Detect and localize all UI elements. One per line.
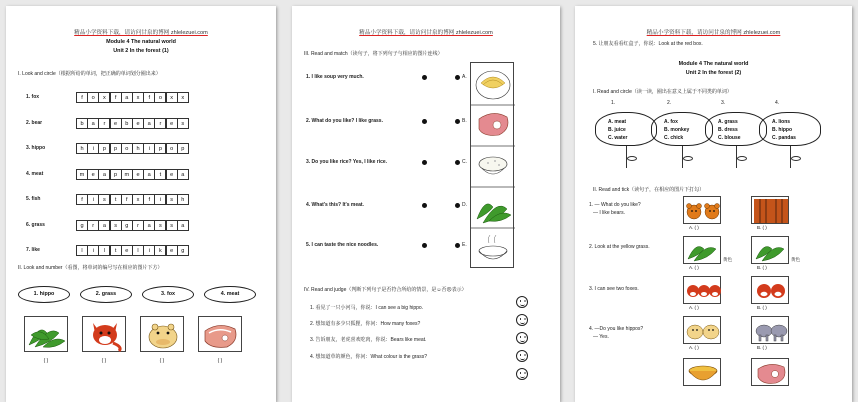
letter-cell[interactable]: a [177, 169, 189, 180]
option-b[interactable]: B. ( ) [757, 345, 767, 350]
option-a[interactable]: A. ( ) [689, 305, 699, 310]
letter-cell[interactable]: t [110, 194, 122, 205]
letter-cell[interactable]: i [87, 194, 99, 205]
letter-cell[interactable]: r [98, 118, 110, 129]
letter-cell[interactable]: a [143, 169, 155, 180]
module-title: Module 4 The natural world [106, 39, 176, 45]
unit-title: Unit 2 In the forest (1) [113, 48, 169, 54]
match-dot[interactable] [422, 119, 427, 124]
match-dot[interactable] [455, 203, 460, 208]
item-number: 3. [721, 100, 726, 106]
word-label: 6. grass [26, 221, 45, 228]
word-choice[interactable]: A. grass [718, 119, 738, 125]
word-oval: 4. meat [204, 286, 256, 303]
bear-picture-a [683, 196, 721, 224]
letter-cell[interactable]: a [143, 220, 155, 231]
question-line: — Yes. [593, 334, 609, 340]
letter-cell[interactable]: a [177, 220, 189, 231]
letter-cell[interactable]: f [76, 92, 88, 103]
word-label: 7. like [26, 247, 40, 253]
match-sentence: 3. Do you like rice? Yes, I like rice. [306, 159, 388, 165]
letter-row [76, 245, 188, 256]
section-heading: II. Look and number（看图，将单词的编号写在相应的图片下方） [18, 265, 163, 271]
letter-cell[interactable]: o [87, 92, 99, 103]
letter-cell[interactable]: m [121, 169, 133, 180]
word-choice[interactable]: B. dress [718, 127, 738, 133]
module-title: Module 4 The natural world [678, 61, 749, 67]
match-dot[interactable] [422, 75, 427, 80]
word-oval: 3. fox [142, 286, 194, 303]
letter-cell[interactable]: e [166, 245, 178, 256]
word-oval: 2. grass [80, 286, 132, 303]
letter-row [76, 143, 188, 154]
letter-cell[interactable]: p [177, 143, 189, 154]
letter-cell[interactable]: o [154, 92, 166, 103]
letter-cell[interactable]: i [143, 245, 155, 256]
word-oval: 1. hippo [18, 286, 70, 303]
letter-cell[interactable]: l [76, 245, 88, 256]
smiley-icon[interactable] [516, 350, 528, 362]
option-a[interactable]: A. ( ) [689, 225, 699, 230]
letter-cell[interactable]: f [143, 194, 155, 205]
word-choice[interactable]: C. blouse [718, 135, 741, 141]
letter-cell[interactable]: e [166, 118, 178, 129]
match-dot[interactable] [455, 75, 460, 80]
page-header: 精品小学资料下载，请访问甘泉的博网 zhlelezuei.com [646, 30, 781, 36]
grass-picture [24, 316, 68, 352]
letter-cell[interactable]: x [166, 92, 178, 103]
letter-cell[interactable]: p [110, 169, 122, 180]
match-dot[interactable] [422, 243, 427, 248]
letter-cell[interactable]: p [98, 143, 110, 154]
letter-cell[interactable]: e [166, 169, 178, 180]
letter-cell[interactable]: s [110, 220, 122, 231]
smiley-icon[interactable] [516, 368, 528, 380]
letter-cell[interactable]: a [143, 118, 155, 129]
letter-cell[interactable]: p [110, 143, 122, 154]
letter-cell[interactable]: i [87, 143, 99, 154]
letter-cell[interactable]: r [132, 220, 144, 231]
option-label: C. [462, 159, 467, 165]
letter-cell[interactable]: x [98, 92, 110, 103]
unit-title: Unit 2 In the forest (2) [685, 70, 742, 76]
word-choice[interactable]: A. lions [772, 119, 791, 125]
option-label: E. [462, 242, 467, 248]
judge-item: 2. 想知道有多少只狐狸，你问：How many foxes? [310, 321, 421, 327]
rice-image [479, 157, 507, 174]
fox-picture [82, 316, 126, 352]
section-heading: III. Read and match（读句子，将下列句子与相应的图片连线） [304, 51, 443, 57]
letter-cell[interactable]: b [121, 118, 133, 129]
letter-cell[interactable]: e [132, 169, 144, 180]
section-heading: I. Read and circle（读一读，圈出在意义上属于不同类的单词） [593, 89, 732, 95]
question-line: 1. — What do you like? [589, 202, 641, 208]
smiley-icon[interactable] [516, 332, 528, 344]
letter-cell[interactable]: f [143, 92, 155, 103]
letter-cell[interactable]: s [177, 118, 189, 129]
letter-row [76, 220, 188, 231]
letter-cell[interactable]: s [166, 194, 178, 205]
flower-leaf [737, 156, 747, 161]
word-choice[interactable]: C. water [608, 135, 628, 141]
letter-cell[interactable]: x [177, 92, 189, 103]
answer-blank[interactable]: ( ) [159, 358, 165, 364]
picture-column [470, 62, 514, 268]
letter-cell[interactable]: h [132, 143, 144, 154]
noodles-image [476, 71, 510, 99]
worksheet-page-1 [6, 6, 276, 402]
bear-picture-b [751, 196, 789, 224]
letter-cell[interactable]: t [154, 169, 166, 180]
item-number: 4. [775, 100, 780, 106]
letter-cell[interactable]: s [154, 220, 166, 231]
option-b[interactable]: B. ( ) [757, 305, 767, 310]
letter-cell[interactable]: i [143, 143, 155, 154]
letter-cell[interactable]: p [154, 143, 166, 154]
soup-image [479, 235, 507, 259]
letter-cell[interactable]: l [98, 245, 110, 256]
answer-blank[interactable]: ( ) [217, 358, 223, 364]
match-dot[interactable] [422, 160, 427, 165]
letter-cell[interactable]: r [154, 118, 166, 129]
word-choice[interactable]: C. pandas [772, 135, 796, 141]
section-heading: IV. Read and judge（判断下列句子是否符合所给的情景，是☺否☹表示） [304, 287, 467, 293]
flower-card [651, 112, 713, 146]
flower-card [595, 112, 657, 146]
page-header: 精品小学资料下载，请访问甘泉的博网 zhlelezuei.com [74, 30, 208, 36]
meat-picture [198, 316, 242, 352]
word-choice[interactable]: B. hippo [772, 127, 792, 133]
worksheet-line: 5. 让朋友看看红盒子，你说：Look at the red box. [593, 41, 703, 47]
word-choice[interactable]: B. juice [608, 127, 626, 133]
letter-cell[interactable]: k [154, 245, 166, 256]
page-header: 精品小学资料下载，请访问甘泉的博网 zhlelezuei.com [359, 30, 493, 36]
grass-image [477, 204, 511, 223]
letter-cell[interactable]: o [121, 143, 133, 154]
letter-cell[interactable]: l [132, 245, 144, 256]
letter-cell[interactable]: f [76, 194, 88, 205]
letter-row [76, 118, 188, 129]
letter-cell[interactable]: o [166, 143, 178, 154]
judge-item: 3. 告诉朋友，老虎喜欢吃肉，你说：Bears like meat. [310, 337, 427, 343]
hippo-picture-a [683, 316, 721, 344]
option-a[interactable]: A. ( ) [689, 345, 699, 350]
word-choice[interactable]: A. meat [608, 119, 627, 125]
hippo-picture [140, 316, 184, 352]
grass-picture-a [683, 236, 721, 264]
section-heading: I. Look and circle（根据所给的单词，把正确的单词划分圈出来） [18, 71, 161, 77]
letter-cell[interactable]: i [154, 194, 166, 205]
smiley-icon[interactable] [516, 314, 528, 326]
answer-blank[interactable]: ( ) [43, 358, 49, 364]
question-line: 3. I can see two foxes. [589, 286, 639, 292]
letter-cell[interactable]: g [76, 220, 88, 231]
letter-cell[interactable]: t [110, 245, 122, 256]
letter-row [76, 194, 188, 205]
flower-leaf [627, 156, 637, 161]
letter-cell[interactable]: s [166, 220, 178, 231]
grass-picture-b [751, 236, 789, 264]
option-label: B. [462, 118, 467, 124]
elephant-picture-b [751, 316, 789, 344]
letter-cell[interactable]: h [177, 194, 189, 205]
soup-picture [683, 358, 721, 386]
match-sentence: 5. I can taste the nice noodles. [306, 242, 379, 248]
match-dot[interactable] [455, 119, 460, 124]
letter-cell[interactable]: e [110, 118, 122, 129]
question-line: 4. —Do you like hippos? [589, 326, 644, 332]
letter-cell[interactable]: f [121, 194, 133, 205]
letter-cell[interactable]: h [76, 143, 88, 154]
flower-card [759, 112, 821, 146]
flower-leaf [683, 156, 693, 161]
word-label: 5. fish [26, 196, 41, 202]
letter-cell[interactable]: e [87, 169, 99, 180]
question-line: — I like bears. [593, 210, 625, 216]
letter-cell[interactable]: x [132, 92, 144, 103]
letter-cell[interactable]: f [110, 92, 122, 103]
word-choice[interactable]: A. fox [664, 119, 678, 125]
meat-image [479, 113, 508, 135]
word-label: 2. bear [26, 119, 43, 126]
word-label: 1. fox [26, 94, 40, 100]
letter-cell[interactable]: e [121, 245, 133, 256]
word-choice[interactable]: B. monkey [664, 127, 690, 133]
judge-item: 4. 想知道草的颜色，你问：What colour is the grass? [310, 354, 427, 360]
match-sentence: 4. What's this? It's meat. [306, 202, 364, 208]
flower-card [705, 112, 767, 146]
letter-cell[interactable]: m [76, 169, 88, 180]
item-number: 2. [667, 100, 672, 106]
section-heading: II. Read and tick（读句子，在相应的图片下打勾） [593, 187, 705, 193]
answer-blank[interactable]: ( ) [101, 358, 107, 364]
item-number: 1. [611, 100, 616, 106]
option-label: A. [462, 74, 467, 80]
worksheet-page-2 [292, 6, 560, 402]
judge-item: 1. 看见了一只小河马，你说：I can see a big hippo. [310, 305, 424, 311]
letter-cell[interactable]: g [177, 245, 189, 256]
question-line: 2. Look at the yellow grass. [589, 244, 650, 250]
fox-picture-a [683, 276, 721, 304]
word-label: 3. hippo [26, 145, 46, 151]
colour-label: 黄色 [791, 257, 800, 262]
letter-cell[interactable]: r [87, 220, 99, 231]
option-b[interactable]: B. ( ) [757, 265, 767, 270]
letter-cell[interactable]: a [98, 220, 110, 231]
option-a[interactable]: A. ( ) [689, 265, 699, 270]
fox-picture-b [751, 276, 789, 304]
word-label: 4. meat [26, 170, 44, 177]
letter-cell[interactable]: x [132, 194, 144, 205]
meat-picture [751, 358, 789, 386]
letter-cell[interactable]: b [76, 118, 88, 129]
letter-cell[interactable]: e [132, 118, 144, 129]
match-sentence: 2. What do you like? I like grass. [306, 118, 383, 124]
flower-leaf [791, 156, 801, 161]
word-choice[interactable]: C. chick [664, 135, 684, 141]
match-dot[interactable] [455, 160, 460, 165]
worksheet-page-3 [575, 6, 852, 402]
match-dot[interactable] [422, 203, 427, 208]
colour-label: 黄色 [723, 257, 732, 262]
option-b[interactable]: B. ( ) [757, 225, 767, 230]
letter-row [76, 92, 188, 103]
letter-cell[interactable]: a [121, 92, 133, 103]
option-label: D. [462, 202, 467, 208]
match-dot[interactable] [455, 243, 460, 248]
letter-cell[interactable]: s [98, 194, 110, 205]
match-sentence: 1. I like soup very much. [306, 74, 364, 80]
letter-cell[interactable]: a [98, 169, 110, 180]
letter-cell[interactable]: g [121, 220, 133, 231]
letter-row [76, 169, 188, 180]
letter-cell[interactable]: i [87, 245, 99, 256]
letter-cell[interactable]: a [87, 118, 99, 129]
smiley-icon[interactable] [516, 296, 528, 308]
